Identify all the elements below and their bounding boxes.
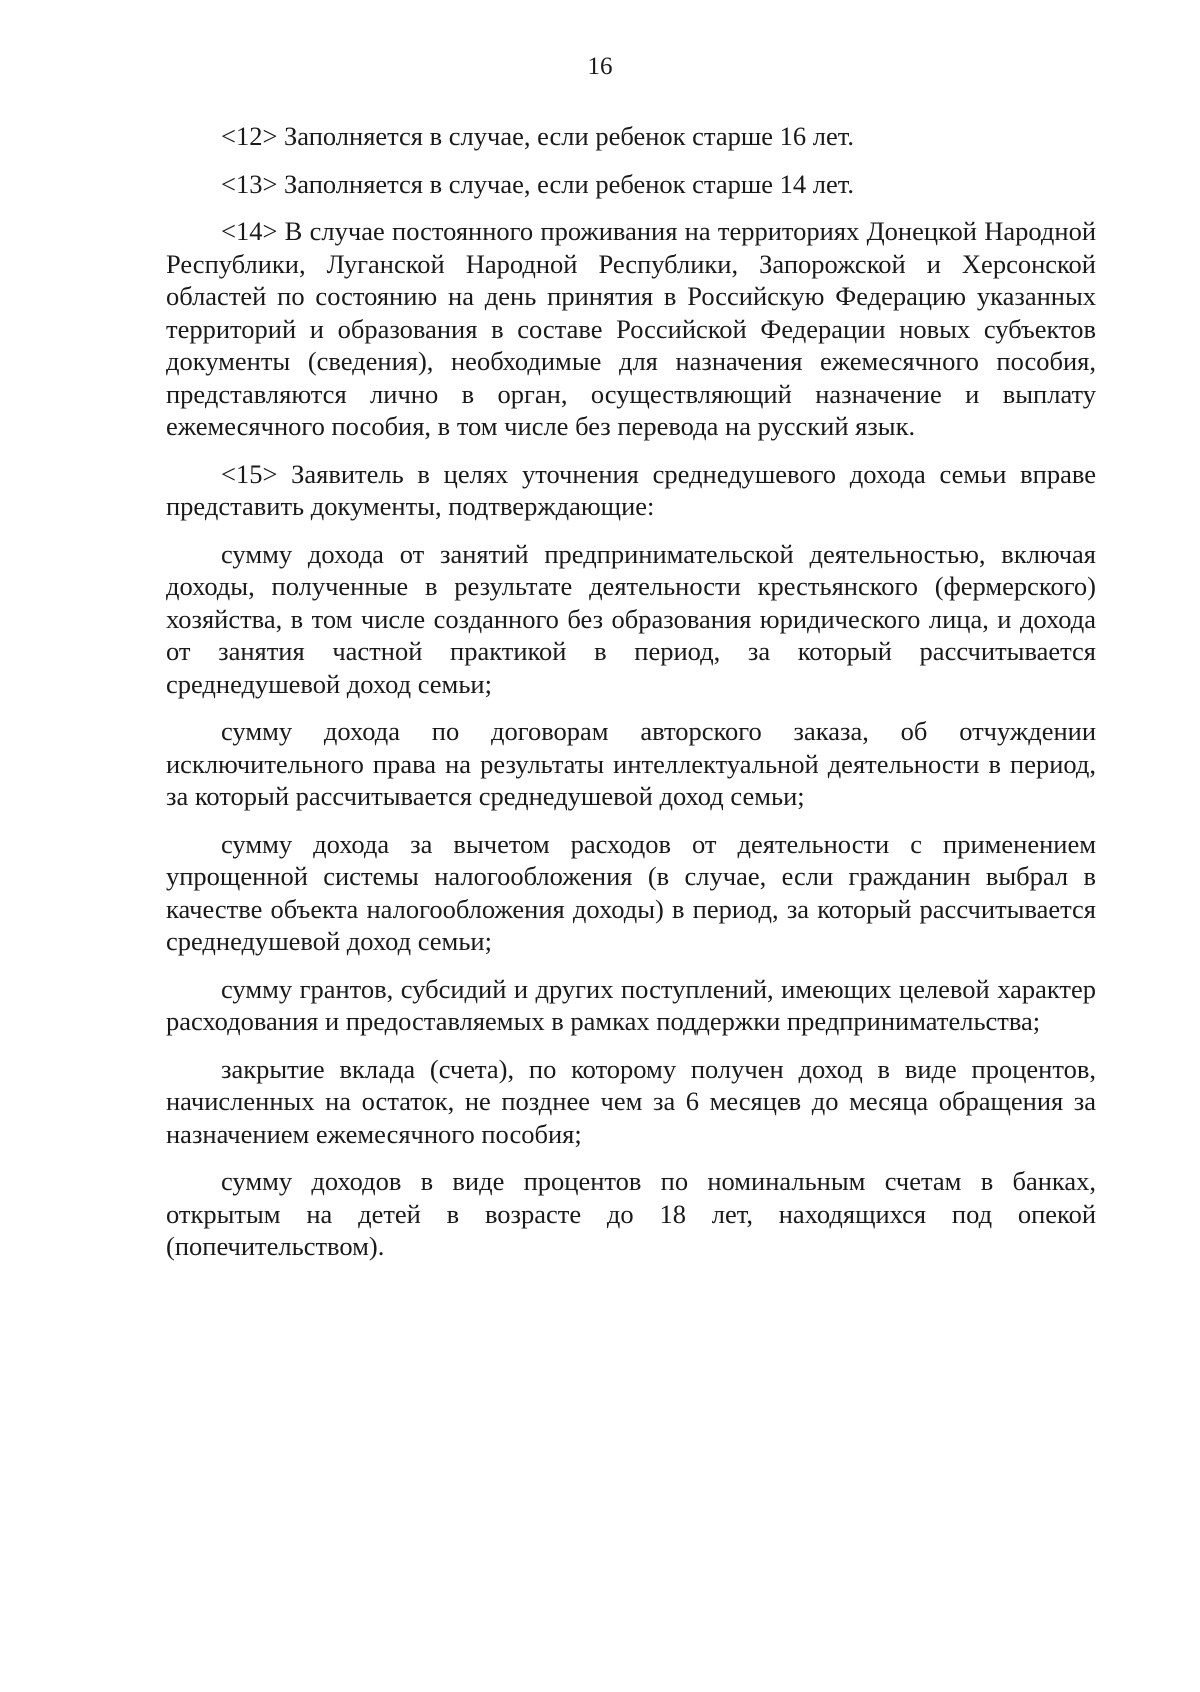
footnote-12: <12> Заполняется в случае, если ребенок старше 16 лет. (221, 121, 854, 151)
footnote-15-item-grants-subsidies: сумму грантов, субсидий и других поступлений, имеющих целевой характер расходования и предоставляемых в рамках поддержки предпринимательства; (166, 973, 1096, 1036)
page-number: 16 (587, 53, 613, 80)
footnote-15-item-business-income: сумму дохода от занятий предпринимательской деятельностью, включая доходы, полученные в результате деятельности крестьянского (фермерского) хозяйства, в том числе созданного без образования юридического лица, и дохода от занятия частной практикой в период, за который рассчитывается среднедушевой доход семьи; (166, 538, 1096, 699)
footnote-15-item-nominal-accounts: сумму доходов в виде процентов по номинальным счетам в банках, открытым на детей в возрасте до 18 лет, находящихся под опекой (попечительством). (166, 1166, 1096, 1261)
footnote-15-item-simplified-taxation: сумму дохода за вычетом расходов от деятельности с применением упрощенной системы налогообложения (в случае, если гражданин выбрал в качестве объекта налогообложения доходы) в период, за который рассчитывается среднедушевой доход семьи; (166, 828, 1096, 956)
footnote-15-item-author-contracts: сумму дохода по договорам авторского заказа, об отчуждении исключительного права на результаты интеллектуальной деятельности в период, за который рассчитывается среднедушевой доход семьи; (166, 716, 1096, 811)
footnotes-body (166, 120, 1096, 1278)
footnote-15-item-deposit-closure: закрытие вклада (счета), по которому получен доход в виде процентов, начисленных на остаток, не позднее чем за 6 месяцев до месяца обращения за назначением ежемесячного пособия; (166, 1053, 1096, 1149)
footnote-14: <14> В случае постоянного проживания на территориях Донецкой Народной Республики, Луганской Народной Республики, Запорожской и Херсонской областей по состоянию на день принятия в Российскую Федерацию указанных территорий и образования в составе Российской Федерации новых субъектов документы (сведения), необходимые для назначения ежемесячного пособия, представляются лично в орган, осуществляющий назначение и выплату ежемесячного пособия, в том числе без перевода на русский язык. (166, 216, 1096, 441)
footnote-15: <15> Заявитель в целях уточнения среднедушевого дохода семьи вправе представить документы, подтверждающие: (166, 458, 1096, 521)
footnote-13: <13> Заполняется в случае, если ребенок старше 14 лет. (221, 168, 854, 199)
